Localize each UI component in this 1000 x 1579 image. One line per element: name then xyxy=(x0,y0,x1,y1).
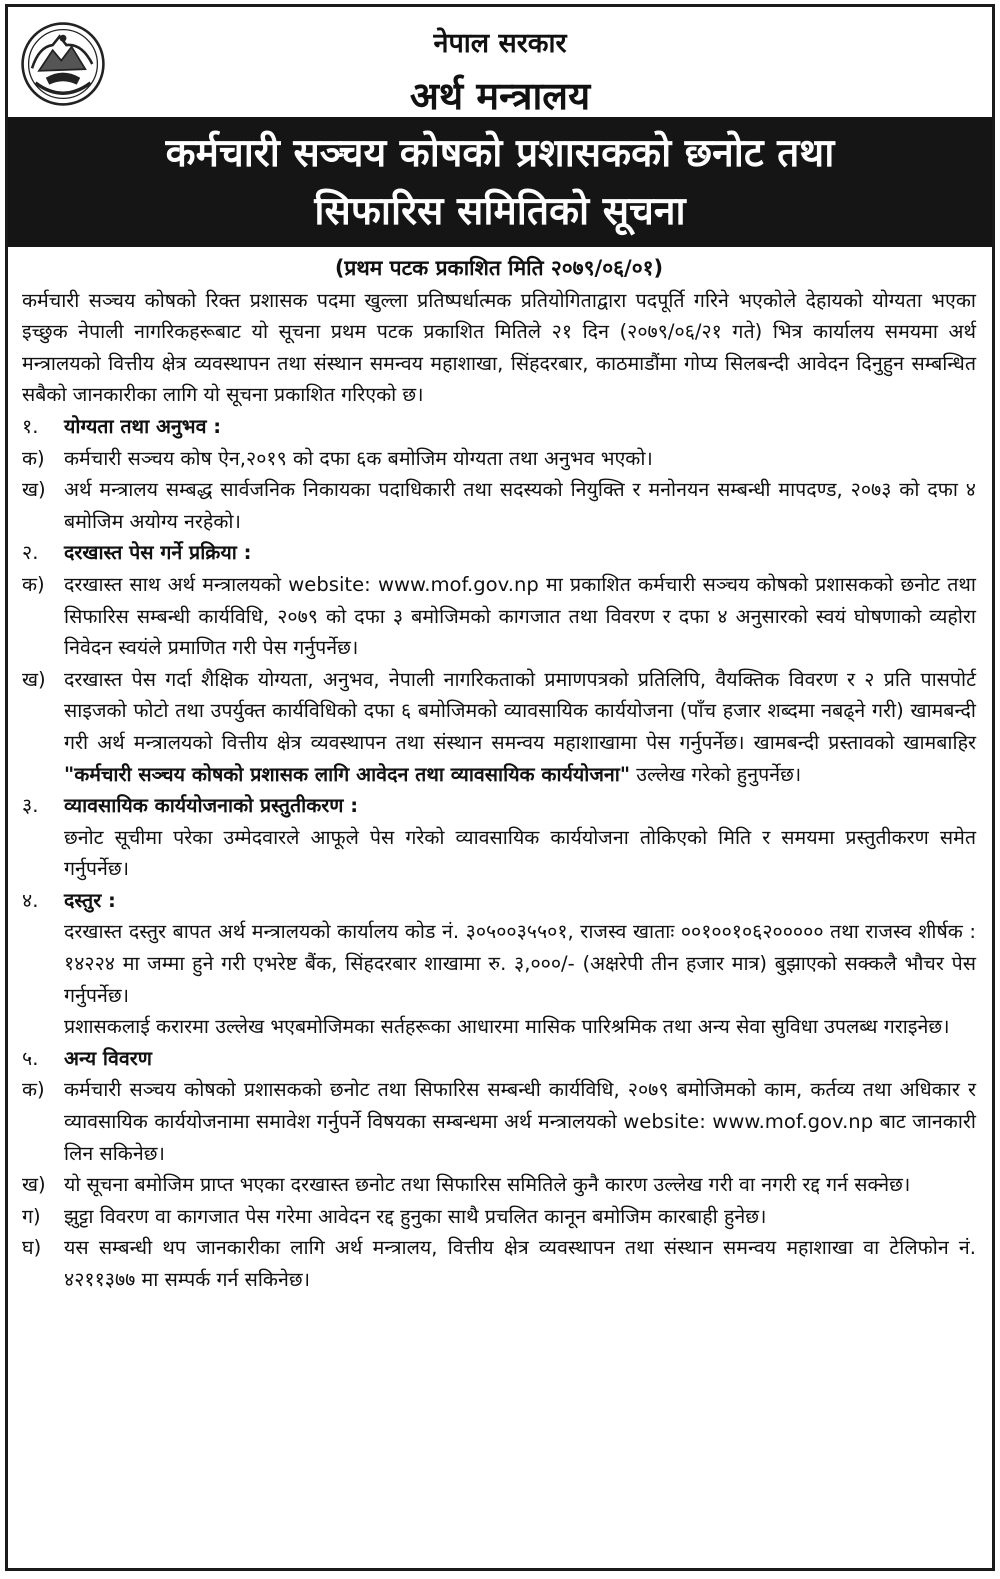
notice-header xyxy=(8,7,992,117)
remuneration-paragraph: प्रशासकलाई करारमा उल्लेख भएबमोजिमका सर्तहरूका आधारमा मासिक पारिश्रमिक तथा अन्य सेवा सुविधा उपलब्ध गराइनेछ। xyxy=(64,1015,950,1039)
list-item xyxy=(22,664,976,790)
section-heading xyxy=(22,790,976,822)
item-label: घ) xyxy=(22,1236,42,1260)
section-number: ४. xyxy=(22,888,39,912)
item-text-post: उल्लेख गरेको हुनुपर्नेछ। xyxy=(630,762,802,786)
section-title: व्यावसायिक कार्ययोजनाको प्रस्तुतीकरण : xyxy=(64,794,359,818)
list-item xyxy=(22,1074,976,1169)
section-title: योग्यता तथा अनुभव : xyxy=(64,414,222,438)
item-label: क) xyxy=(22,1078,45,1102)
list-item xyxy=(22,474,976,537)
intro-paragraph: कर्मचारी सञ्चय कोषको रिक्त प्रशासक पदमा खुल्ला प्रतिष्पर्धात्मक प्रतियोगिताद्वारा पदपूर्ति गरिने भएकोले देहायको योग्यता भएका इच्छुक नेपाली नागरिकहरूबाट यो सूचना प्रथम पटक प्रकाशित मितिले २१ दिन (२०७९/०६/२१ गते) भित्र कार्यालय समयमा अर्थ मन्त्रालयको वित्तीय क्षेत्र व्यवस्थापन तथा संस्थान समन्वय महाशाखा, सिंहदरबार, काठमाडौंमा गोप्य सिलबन्दी आवेदन दिनुहुन सम्बन्धित सबैको जानकारीका लागि यो सूचना प्रकाशित गरिएको छ। xyxy=(22,288,976,407)
banner-line-1: कर्मचारी सञ्चय कोषको प्रशासकको छनोट तथा xyxy=(165,131,835,176)
item-text: दरखास्त साथ अर्थ मन्त्रालयको website: www.mof.gov.np मा प्रकाशित कर्मचारी सञ्चय कोषको प्रशासकको छनोट तथा सिफारिस सम्बन्धी कार्यविधि, २०७९ को दफा ३ बमोजिमको कागजात तथा विवरण र दफा ४ अनुसारको स्वयं घोषणाको व्यहोरा निवेदन स्वयंले प्रमाणित गरी पेस गर्नुपर्नेछ। xyxy=(64,572,976,660)
item-label: क) xyxy=(22,572,45,596)
section-title: दरखास्त पेस गर्ने प्रक्रिया : xyxy=(64,541,252,565)
section-heading xyxy=(22,885,976,917)
section-number: ५. xyxy=(22,1046,39,1070)
ministry-title: अर्थ मन्त्रालय xyxy=(409,74,591,118)
section-title: दस्तुर : xyxy=(64,888,116,912)
list-item xyxy=(22,1169,976,1201)
item-text: यो सूचना बमोजिम प्राप्त भएका दरखास्त छनोट तथा सिफारिस समितिले कुनै कारण उल्लेख गरी वा नगरी रद्द गर्न सक्नेछ। xyxy=(64,1173,911,1197)
list-item xyxy=(22,1201,976,1233)
notice-page xyxy=(5,4,995,1571)
list-item xyxy=(22,569,976,664)
banner-line-2: सिफारिस समितिको सूचना xyxy=(314,189,686,234)
list-item xyxy=(22,1232,976,1295)
item-text-pre: दरखास्त पेस गर्दा शैक्षिक योग्यता, अनुभव, नेपाली नागरिकताको प्रमाणपत्रको प्रतिलिपि, वैयक्तिक विवरण र २ प्रति पासपोर्ट साइजको फोटो तथा उपर्युक्त कार्यविधिको दफा ६ बमोजिमको व्यावसायिक कार्ययोजना (पाँच हजार शब्दमा नबढ्ने गरी) खामबन्दी गरी अर्थ मन्त्रालयको वित्तीय क्षेत्र व्यवस्थापन तथा संस्थान समन्वय महाशाखामा पेस गर्नुपर्नेछ। खामबन्दी प्रस्तावको खामबाहिर xyxy=(64,667,976,754)
item-label: ख) xyxy=(22,478,46,502)
section-heading xyxy=(22,1043,976,1075)
item-text xyxy=(64,664,976,790)
notice-body xyxy=(8,253,992,1296)
section-title: अन्य विवरण xyxy=(64,1046,152,1070)
item-text: कर्मचारी सञ्चय कोष ऐन,२०१९ को दफा ६क बमोजिम योग्यता तथा अनुभव भएको। xyxy=(64,446,653,470)
fee-paragraph: दरखास्त दस्तुर बापत अर्थ मन्त्रालयको कार्यालय कोड नं. ३०५००३५५०१, राजस्व खाताः ००१००१०६२००००० तथा राजस्व शीर्षक : १४२२४ मा जम्मा हुने गरी एभरेष्ट बैंक, सिंहदरबार शाखामा रु. ३,०००/- (अक्षरेपी तीन हजार मात्र) बुझाएको सक्कलै भौचर पेस गर्नुपर्नेछ। xyxy=(64,920,976,1007)
item-label: क) xyxy=(22,446,45,470)
list-item xyxy=(22,443,976,475)
notice-title-banner xyxy=(8,117,992,247)
item-text: कर्मचारी सञ्चय कोषको प्रशासकको छनोट तथा सिफारिस सम्बन्धी कार्यविधि, २०७९ बमोजिमको काम, कर्तव्य तथा अधिकार र व्यावसायिक कार्ययोजनामा समावेश गर्नुपर्ने विषयका सम्बन्धमा अर्थ मन्त्रालयको website: www.mof.gov.np बाट जानकारी लिन सकिनेछ। xyxy=(64,1078,976,1165)
item-label: ख) xyxy=(22,667,46,691)
item-text: यस सम्बन्धी थप जानकारीका लागि अर्थ मन्त्रालय, वित्तीय क्षेत्र व्यवस्थापन तथा संस्थान समन्वय महाशाखा वा टेलिफोन नं. ४२११३७७ मा सम्पर्क गर्न सकिनेछ। xyxy=(64,1236,976,1291)
section-number: ३. xyxy=(22,794,39,818)
publication-date: (प्रथम पटक प्रकाशित मिति २०७९/०६/०१) xyxy=(334,256,664,280)
section-paragraph: छनोट सूचीमा परेका उम्मेदवारले आफूले पेस गरेको व्यावसायिक कार्ययोजना तोकिएको मिति र समयमा प्रस्तुतीकरण समेत गर्नुपर्नेछ। xyxy=(64,825,976,881)
government-title: नेपाल सरकार xyxy=(433,28,567,59)
section-number: १. xyxy=(22,414,39,438)
section-heading xyxy=(22,537,976,569)
envelope-label-text: "कर्मचारी सञ्चय कोषको प्रशासक लागि आवेदन तथा व्यावसायिक कार्ययोजना" xyxy=(64,762,631,786)
item-text: अर्थ मन्त्रालय सम्बद्ध सार्वजनिक निकायका पदाधिकारी तथा सदस्यको नियुक्ति र मनोनयन सम्बन्धी मापदण्ड, २०७३ को दफा ४ बमोजिम अयोग्य नरहेको। xyxy=(64,478,976,533)
section-heading xyxy=(22,411,976,443)
item-text: झुट्टा विवरण वा कागजात पेस गरेमा आवेदन रद्द हुनुका साथै प्रचलित कानून बमोजिम कारबाही हुनेछ। xyxy=(64,1204,767,1228)
item-label: ख) xyxy=(22,1173,46,1197)
section-number: २. xyxy=(22,541,39,565)
item-label: ग) xyxy=(22,1204,41,1228)
